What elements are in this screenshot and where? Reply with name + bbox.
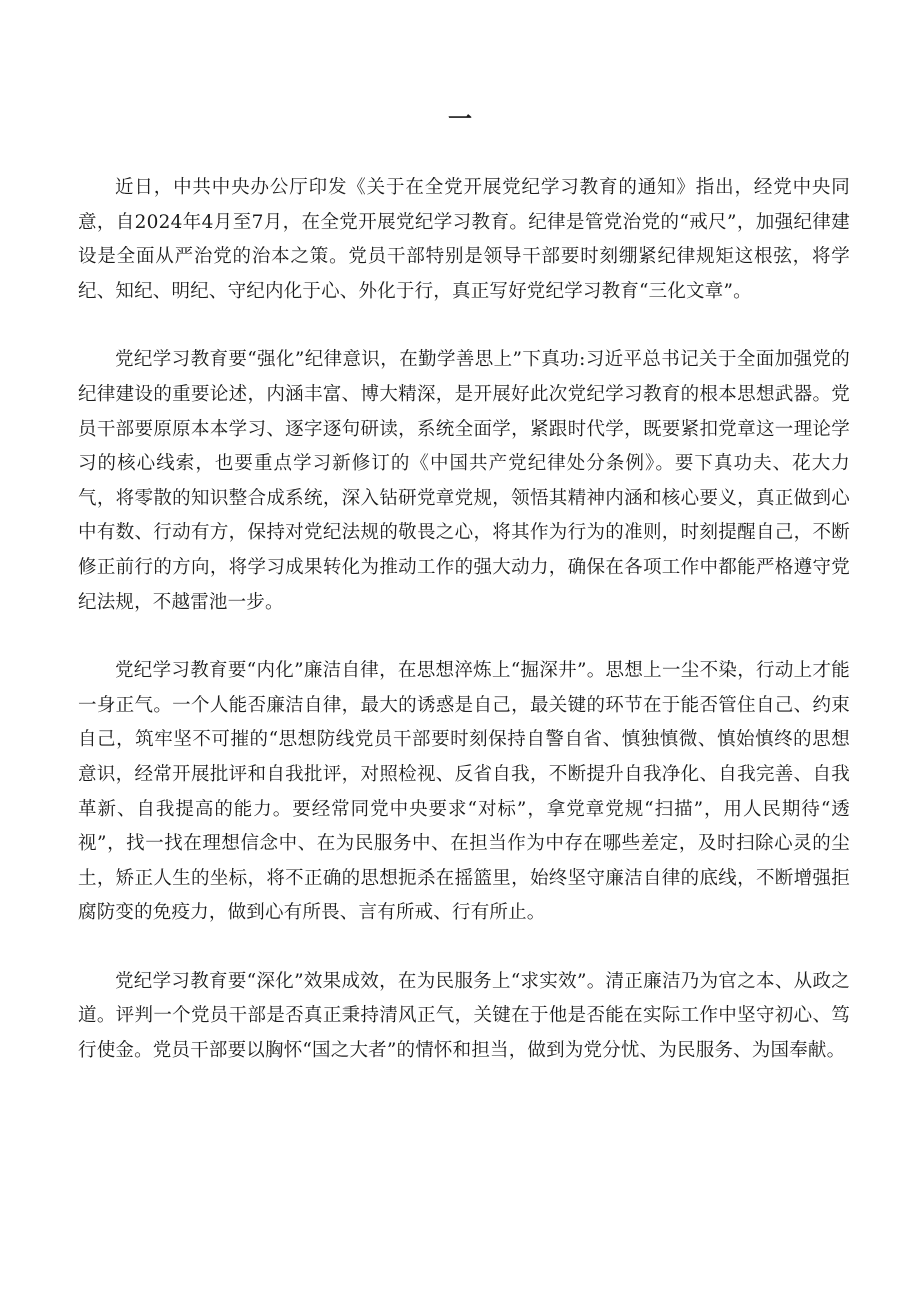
paragraph-1: 近日，中共中央办公厅印发《关于在全党开展党纪学习教育的通知》指出，经党中央同意，自2024年4月至7月，在全党开展党纪学习教育。纪律是管党治党的“戒尺”，加强纪律建设是全面从严治党的治本之策。党员干部特别是领导干部要时刻绷紧纪律规矩这根弦，将学纪、知纪、明纪、守纪内化于心、外化于行，真正写好党纪学习教育“三化文章”。 (78, 177, 850, 302)
paragraph-4: 党纪学习教育要“深化”效果成效，在为民服务上“求实效”。清正廉洁乃为官之本、从政之道。评判一个党员干部是否真正秉持清风正气，关键在于他是否能在实际工作中坚守初心、笃行使金。党员干部要以胸怀“国之大者”的情怀和担当，做到为党分忧、为民服务、为国奉献。 (78, 970, 850, 1062)
section-heading: 一 (448, 104, 472, 133)
paragraph-3: 党纪学习教育要“内化”廉洁自律，在思想淬炼上“掘深井”。思想上一尘不染，行动上才能一身正气。一个人能否廉洁自律，最大的诱惑是自己，最关键的环节在于能否管住自己、约束自己，筑牢坚不可摧的“思想防线党员干部要时刻保持自警自省、慎独慎微、慎始慎终的思想意识，经常开展批评和自我批评，对照检视、反省自我，不断提升自我净化、自我完善、自我革新、自我提高的能力。要经常同党中央要求“对标”，拿党章党规“扫描”，用人民期待“透视”，找一找在理想信念中、在为民服务中、在担当作为中存在哪些差定，及时扫除心灵的尘土，矫正人生的坐标，将不正确的思想扼杀在摇篮里，始终坚守廉洁自律的底线，不断增强拒腐防变的免疫力，做到心有所畏、言有所戒、行有所止。 (78, 660, 850, 924)
paragraph-2: 党纪学习教育要“强化”纪律意识，在勤学善思上”下真功:习近平总书记关于全面加强党的纪律建设的重要论述，内涵丰富、博大精深，是开展好此次党纪学习教育的根本思想武器。党员干部要原原本本学习、逐字逐句研读，系统全面学，紧跟时代学，既要紧扣党章这一理论学习的核心线索，也要重点学习新修订的《中国共产党纪律处分条例》。要下真功夫、花大力气，将零散的知识整合成系统，深入钻研党章党规，领悟其精神内涵和核心要义，真正做到心中有数、行动有方，保持对党纪法规的敬畏之心，将其作为行为的准则，时刻提醒自己，不断修正前行的方向，将学习成果转化为推动工作的强大动力，确保在各项工作中都能严格遵守党纪法规，不越雷池一步。 (78, 349, 850, 613)
document-body (78, 171, 850, 1103)
